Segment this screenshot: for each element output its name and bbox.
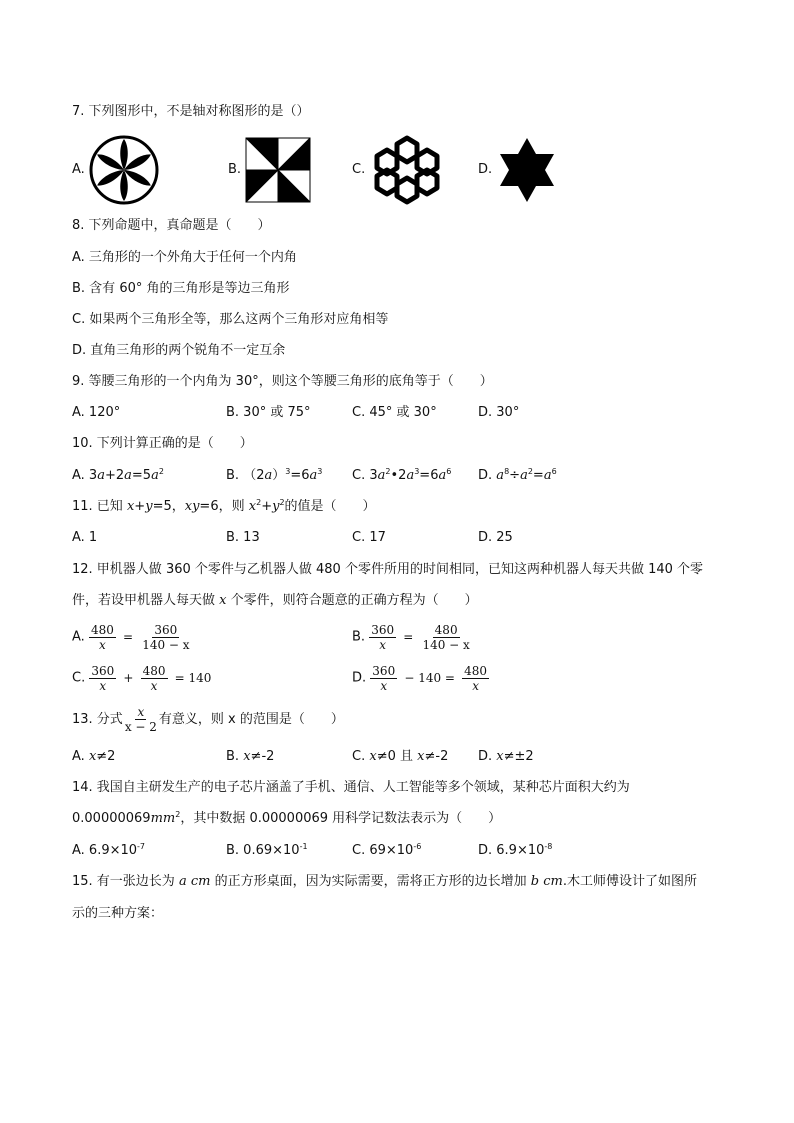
q11-option-b: B. 13 <box>226 530 260 545</box>
q14-stem-line2: $0.00000069mm^2$，其中数据 0.00000069 用科学记数法表示为（ ） <box>72 810 502 826</box>
fraction: $\frac{480}{x}$ <box>90 622 114 652</box>
q13-stem: 13. 分式 $\frac{x}{x - 2}$ 有意义，则 x 的范围是（ ） <box>72 705 344 734</box>
q14-option-d: D. $6.9\times 10^{-8}$ <box>478 842 553 858</box>
q13-option-d: D. x≠±2 <box>478 749 534 764</box>
fraction: $\frac{360}{x}$ <box>372 663 396 693</box>
q15-stem-line1: 15. 有一张边长为 a cm 的正方形桌面，因为实际需要，需将正方形的边长增加 b cm.木工师傅设计了如图所 <box>72 874 697 889</box>
q7-option-a-label: A. <box>72 162 85 177</box>
q9-option-d: D. 30° <box>478 405 520 420</box>
q13-option-c: C. x≠0 且 x≠-2 <box>352 749 449 764</box>
fraction: $\frac{360}{x}$ <box>371 622 395 652</box>
q7-option-b-label: B. <box>228 162 242 177</box>
fraction: $\frac{480}{140 - x}$ <box>422 622 470 652</box>
fraction: $\frac{x}{x - 2}$ <box>124 705 157 734</box>
q10-option-d: D. $a^8\div a^2=a^6$ <box>478 467 557 483</box>
hexagon-ring-icon <box>366 134 448 206</box>
q10-option-a: A. $3a+2a=5a^2$ <box>72 467 164 483</box>
q9-option-a: A. 120° <box>72 405 121 420</box>
fraction: $\frac{360}{x}$ <box>91 663 115 693</box>
q12-option-c: C. $\frac{360}{x}$ + $\frac{480}{x}$ = 140 <box>72 663 212 693</box>
q9-stem: 9. 等腰三角形的一个内角为 30°，则这个等腰三角形的底角等于（ ） <box>72 374 493 389</box>
q11-option-d: D. 25 <box>478 530 513 545</box>
q14-stem-line1: 14. 我国自主研发生产的电子芯片涵盖了手机、通信、人工智能等多个领域，某种芯片面积大约为 <box>72 780 630 795</box>
q11-option-c: C. 17 <box>352 530 386 545</box>
q7-option-d-label: D. <box>478 162 493 177</box>
q11-option-a: A. 1 <box>72 530 98 545</box>
q8-option-d: D. 直角三角形的两个锐角不一定互余 <box>72 343 286 358</box>
q14-option-a: A. $6.9\times 10^{-7}$ <box>72 842 146 858</box>
q12-option-d: D. $\frac{360}{x}$ − 140 = $\frac{480}{x}$ <box>352 663 488 693</box>
q12-option-a: A. $\frac{480}{x}$ = $\frac{360}{140 - x}$ <box>72 622 190 652</box>
q15-stem-line2: 示的三种方案： <box>72 906 164 921</box>
q12-stem-line2: 件，若设甲机器人每天做 x 个零件，则符合题意的正确方程为（ ） <box>72 593 478 608</box>
q12-stem-line1: 12. 甲机器人做 360 个零件与乙机器人做 480 个零件所用的时间相同，已知这两种机器人每天共做 140 个零 <box>72 562 704 577</box>
q11-stem: 11. 已知 x+y=5，xy=6，则 $x^2+y^2$的值是（ ） <box>72 498 376 514</box>
q7-option-c-label: C. <box>352 162 366 177</box>
q10-option-c: C. $3a^2•2a^3=6a^6$ <box>352 467 452 483</box>
flower-in-circle-icon <box>88 134 160 206</box>
q8-option-a: A. 三角形的一个外角大于任何一个内角 <box>72 250 297 265</box>
q8-option-c: C. 如果两个三角形全等，那么这两个三角形对应角相等 <box>72 312 389 327</box>
q12-option-b: B. $\frac{360}{x}$ = $\frac{480}{140 - x}$ <box>352 622 470 652</box>
q8-option-b: B. 含有 60° 角的三角形是等边三角形 <box>72 281 290 296</box>
q13-option-b: B. x≠-2 <box>226 749 275 764</box>
fraction: $\frac{480}{x}$ <box>142 663 166 693</box>
fraction: $\frac{480}{x}$ <box>464 663 488 693</box>
q8-stem: 8. 下列命题中，真命题是（ ） <box>72 218 271 233</box>
pinwheel-triangles-icon <box>245 137 311 203</box>
fraction: $\frac{360}{140 - x}$ <box>142 622 190 652</box>
q10-stem: 10. 下列计算正确的是（ ） <box>72 436 253 451</box>
q7-stem: 7. 下列图形中，不是轴对称图形的是（） <box>72 104 310 119</box>
q10-option-b: B. $(2a)^3=6a^3$ <box>226 467 323 483</box>
six-pointed-star-icon <box>496 136 558 204</box>
q13-option-a: A. x≠2 <box>72 749 116 764</box>
q9-option-c: C. 45° 或 30° <box>352 405 437 420</box>
q14-option-b: B. $0.69\times 10^{-1}$ <box>226 842 308 858</box>
q9-option-b: B. 30° 或 75° <box>226 405 311 420</box>
q14-option-c: C. $69\times 10^{-6}$ <box>352 842 422 858</box>
